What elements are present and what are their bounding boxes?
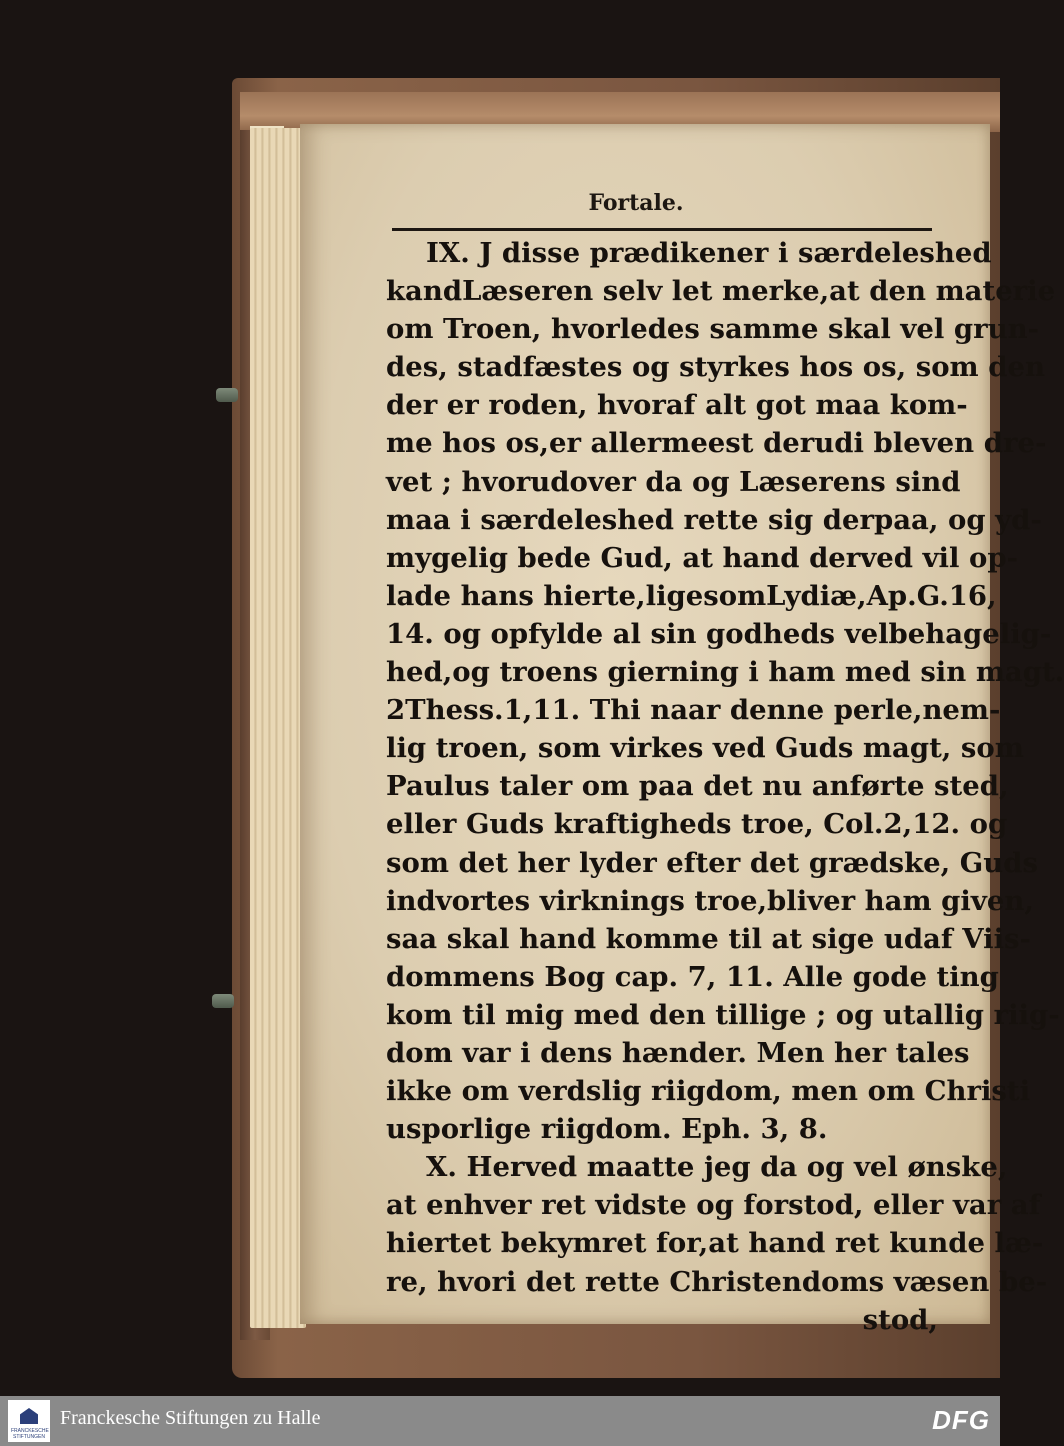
text-line: dommens Bog cap. 7, 11. Alle gode ting xyxy=(386,960,999,993)
text-line: kandLæseren selv let merke,at den materie xyxy=(386,275,1056,308)
footer-bar xyxy=(0,1396,1000,1446)
clasp-lower xyxy=(212,994,234,1008)
text-line: om Troen, hvorledes samme skal vel grun- xyxy=(386,313,1040,346)
text-line: dom var i dens hænder. Men her tales xyxy=(386,1036,970,1069)
text-line: kom til mig med den tillige ; og utallig riig- xyxy=(386,998,1060,1031)
text-line: usporlige riigdom. Eph. 3, 8. xyxy=(386,1113,828,1146)
text-line: der er roden, hvoraf alt got maa kom- xyxy=(386,389,968,422)
text-line: lade hans hierte,ligesomLydiæ,Ap.G.16, xyxy=(386,579,997,612)
text-line: vet ; hvorudover da og Læserens sind xyxy=(386,465,961,498)
text-line: hed,og troens gierning i ham med sin magt. xyxy=(386,656,1064,689)
text-line: mygelig bede Gud, at hand derved vil op- xyxy=(386,541,1019,574)
text-line: hiertet bekymret for,at hand ret kunde læ- xyxy=(386,1227,1044,1260)
institution-link[interactable]: Franckesche Stiftungen zu Halle xyxy=(60,1407,321,1429)
building-icon xyxy=(20,1408,38,1424)
running-head: Fortale. xyxy=(588,190,684,216)
text-line: eller Guds kraftigheds troe, Col.2,12. og xyxy=(386,808,1008,841)
text-line: saa skal hand komme til at sige udaf Viis- xyxy=(386,922,1031,955)
text-line: des, stadfæstes og styrkes hos os, som den xyxy=(386,351,1045,384)
text-line: 2Thess.1,11. Thi naar denne perle,nem- xyxy=(386,694,1001,727)
text-line: maa i særdeleshed rette sig derpaa, og yd- xyxy=(386,503,1042,536)
page-text xyxy=(386,234,1064,1336)
text-line: at enhver ret vidste og forstod, eller var af xyxy=(386,1189,1041,1222)
dfg-logo[interactable]: DFG xyxy=(932,1405,990,1435)
text-line: som det her lyder efter det grædske, Guds xyxy=(386,846,1038,879)
clasp-upper xyxy=(216,388,238,402)
text-line: IX. J disse prædikener i særdeleshed xyxy=(426,237,992,269)
head-rule xyxy=(392,228,932,231)
franckesche-logo[interactable] xyxy=(8,1400,50,1442)
text-line: X. Herved maatte jeg da og vel ønske, xyxy=(426,1151,1008,1184)
text-line: ikke om verdslig riigdom, men om Christi xyxy=(386,1075,1031,1108)
logo-caption: FRANCKESCHE STIFTUNGEN xyxy=(11,1428,49,1440)
text-line: lig troen, som virkes ved Guds magt, som xyxy=(386,732,1024,765)
page-stack-edges xyxy=(250,128,306,1328)
text-line: 14. og opfylde al sin godheds velbehagelig- xyxy=(386,617,1052,650)
text-line: Paulus taler om paa det nu anførte sted, xyxy=(386,770,1009,803)
text-line: me hos os,er allermeest derudi bleven dre- xyxy=(386,427,1047,460)
text-line: indvortes virknings troe,bliver ham given, xyxy=(386,884,1034,917)
text-line: re, hvori det rette Christendoms væsen be- xyxy=(386,1265,1048,1298)
catchword: stod, xyxy=(862,1303,938,1336)
